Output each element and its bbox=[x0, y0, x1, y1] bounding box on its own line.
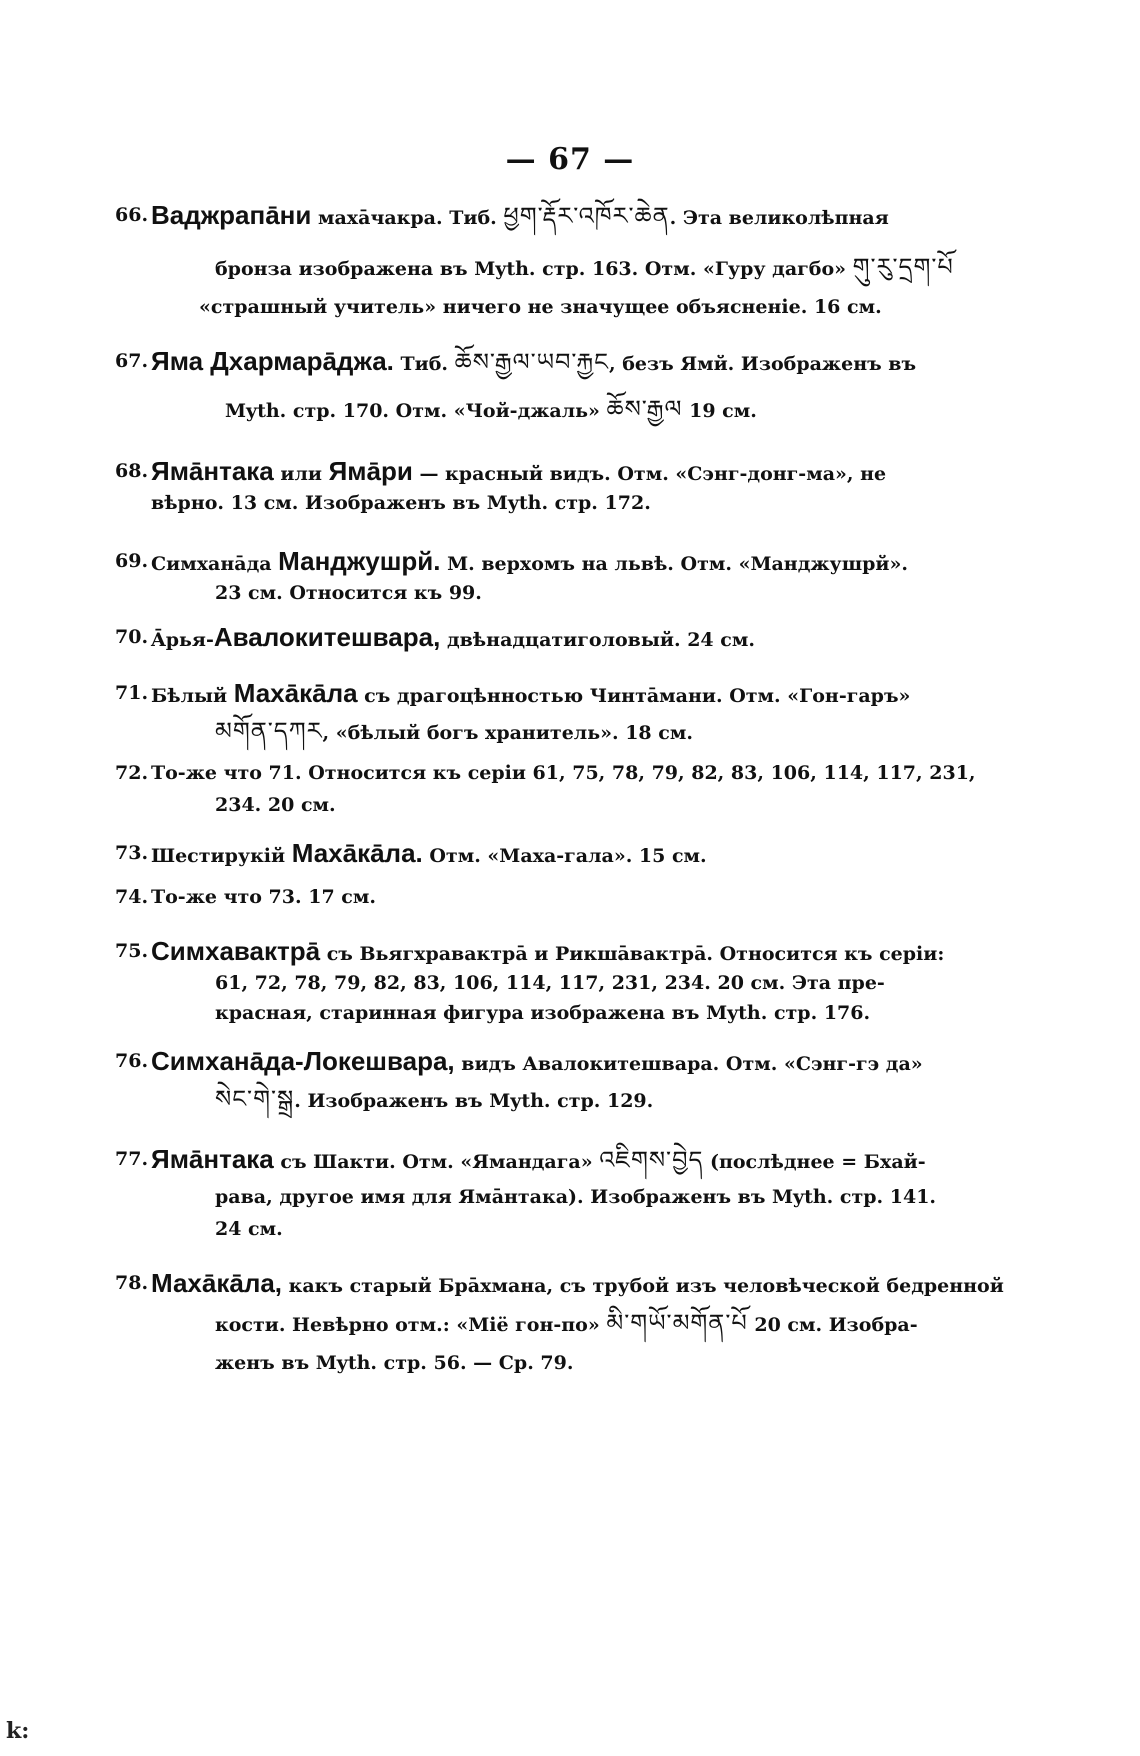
entry-number: 75. bbox=[115, 940, 149, 962]
entry-text: «страшный учитель» ничего не значущее объясненіе. 16 см. bbox=[199, 296, 882, 318]
entry-text: , безъ Ямй. Изображенъ въ bbox=[609, 353, 917, 375]
deity-name: Манджушрй. bbox=[278, 546, 441, 576]
entry-text: съ Шакти. Отм. «Ямандага» bbox=[273, 1151, 600, 1173]
entry-text: То-же что 71. Относится къ серіи 61, 75, 78, 79, 82, 83, 106, 114, 117, 231, bbox=[151, 762, 976, 784]
entry-number: 71. bbox=[115, 682, 149, 704]
tibetan-script: འཇིགས་བྱེད bbox=[599, 1146, 704, 1174]
deity-name: Махāкāла bbox=[233, 678, 358, 708]
entry-text: М. верхомъ на львѣ. Отм. «Манджушрй». bbox=[440, 553, 909, 575]
entry-number: 73. bbox=[115, 842, 149, 864]
deity-name: Симханāда-Локешвара, bbox=[151, 1046, 455, 1076]
library-stamp: k: bbox=[6, 1718, 30, 1744]
entry-text: (послѣднее = Бхай- bbox=[703, 1151, 926, 1173]
page-number: — 67 — bbox=[505, 142, 635, 177]
tibetan-script: གུ་རུ་དྲག་པོ bbox=[852, 253, 954, 281]
entry-text: Тиб. bbox=[393, 353, 455, 375]
entry-text: , «бѣлый богъ хранитель». 18 см. bbox=[322, 722, 693, 744]
entry-number: 74. bbox=[115, 886, 149, 908]
deity-name: Махāкāла, bbox=[151, 1268, 283, 1298]
entry-text: 234. 20 см. bbox=[215, 794, 336, 816]
entry-text: Симханāда bbox=[151, 553, 279, 575]
entry-number: 67. bbox=[115, 350, 149, 372]
entry-number: 70. bbox=[115, 626, 149, 648]
entry-text: 19 см. bbox=[682, 400, 757, 422]
entry-text: 61, 72, 78, 79, 82, 83, 106, 114, 117, 231, 234. 20 см. Эта пре- bbox=[215, 972, 885, 994]
tibetan-script: སེང་གེ་སྒྲ bbox=[215, 1085, 295, 1113]
entry-number: 76. bbox=[115, 1050, 149, 1072]
deity-name: Симхавактрā bbox=[151, 936, 321, 966]
entry-text: 24 см. bbox=[215, 1218, 283, 1240]
tibetan-script: མགོན་དཀར bbox=[215, 717, 323, 745]
entry-text: видъ Авалокитешвара. Отм. «Сэнг-гэ да» bbox=[454, 1053, 923, 1075]
entry-text: Бѣлый bbox=[151, 685, 234, 707]
entry-text: какъ старый Брāхмана, съ трубой изъ человѣческой бедренной bbox=[282, 1275, 1004, 1297]
entry-text: кости. Невѣрно отм.: «Міё гон-по» bbox=[215, 1314, 607, 1336]
entry-text: красная, старинная фигура изображена въ Myth. стр. 176. bbox=[215, 1002, 871, 1024]
entry-text: вѣрно. 13 см. Изображенъ въ Myth. стр. 172. bbox=[151, 492, 651, 514]
deity-name: Ямāнтака bbox=[151, 1144, 274, 1174]
tibetan-script: ཆོས་རྒྱལ་ཡབ་རྐྱང bbox=[454, 348, 610, 376]
tibetan-script: མི་གཡོ་མགོན་པོ bbox=[606, 1309, 748, 1337]
entry-text: . Эта великолѣпная bbox=[669, 207, 889, 229]
deity-name: Авалокитешвара, bbox=[213, 622, 441, 652]
entry-text: бронза изображена въ Myth. стр. 163. Отм. «Гуру дагбо» bbox=[215, 258, 853, 280]
entry-text: рава, другое имя для Ямāнтака). Изображенъ въ Myth. стр. 141. bbox=[215, 1186, 937, 1208]
deity-name: Ямāри bbox=[328, 456, 413, 486]
entry-text: махāчакра. Тиб. bbox=[311, 207, 504, 229]
entry-number: 72. bbox=[115, 762, 149, 784]
entry-number: 68. bbox=[115, 460, 149, 482]
tibetan-script: ཕྱག་རྡོར་འཁོར་ཆེན bbox=[503, 202, 670, 230]
entry-text: съ Вьягхравактрā и Рикшāвактрā. Относится къ серіи: bbox=[320, 943, 945, 965]
tibetan-script: ཆོས་རྒྱལ bbox=[606, 395, 683, 423]
deity-name: Махāкāла. bbox=[291, 838, 423, 868]
entry-number: 77. bbox=[115, 1148, 149, 1170]
entry-number: 69. bbox=[115, 550, 149, 572]
entry-text: 23 см. Относится къ 99. bbox=[215, 582, 482, 604]
entry-text: Шестирукій bbox=[151, 845, 292, 867]
entry-text: съ драгоцѣнностью Чинтāмани. Отм. «Гон-гаръ» bbox=[357, 685, 911, 707]
deity-name: Яма Дхармарāджа. bbox=[151, 346, 394, 376]
deity-name: Ямāнтака bbox=[151, 456, 274, 486]
entry-number: 78. bbox=[115, 1272, 149, 1294]
deity-name: Ваджрапāни bbox=[151, 200, 312, 230]
entry-text: или bbox=[273, 463, 329, 485]
entry-text: — красный видъ. Отм. «Сэнг-донг-ма», не bbox=[412, 463, 887, 485]
entry-text: Отм. «Маха-гала». 15 см. bbox=[422, 845, 707, 867]
entry-text: То-же что 73. 17 см. bbox=[151, 886, 376, 908]
entry-number: 66. bbox=[115, 204, 149, 226]
entry-text: . Изображенъ въ Myth. стр. 129. bbox=[294, 1090, 654, 1112]
entry-text: Myth. стр. 170. Отм. «Чой-джаль» bbox=[225, 400, 607, 422]
entry-text: Āрья- bbox=[151, 629, 214, 651]
entry-text: женъ въ Myth. стр. 56. — Ср. 79. bbox=[215, 1352, 574, 1374]
entry-text: 20 см. Изобра- bbox=[747, 1314, 918, 1336]
entry-text: двѣнадцатиголовый. 24 см. bbox=[440, 629, 755, 651]
